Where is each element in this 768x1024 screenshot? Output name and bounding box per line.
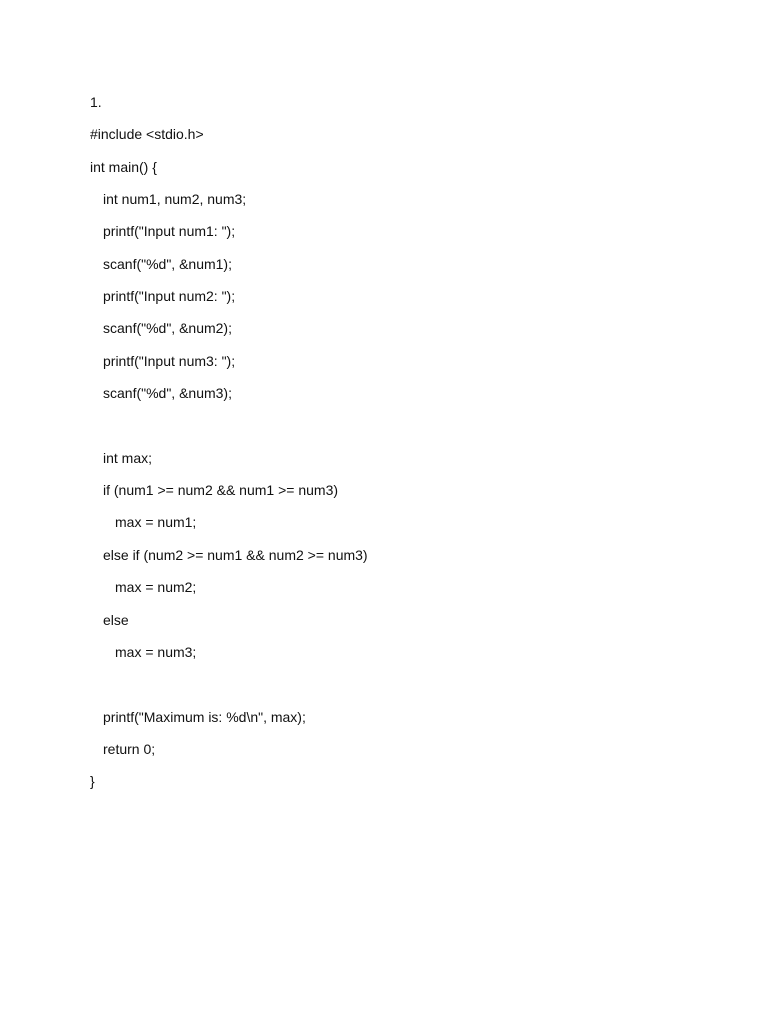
blank-line [90,675,710,707]
code-line: scanf("%d", &num2); [103,320,232,337]
code-line: #include <stdio.h> [90,126,204,143]
code-line: scanf("%d", &num3); [103,385,232,402]
blank-line [90,416,710,448]
code-line: else [103,611,129,628]
code-line: max = num3; [115,643,197,660]
code-line: printf("Maximum is: %d\n", max); [103,708,306,725]
code-line: int max; [103,449,153,466]
code-line: int main() { [90,158,157,175]
code-line: else if (num2 >= num1 && num2 >= num3) [103,546,368,563]
code-line: if (num1 >= num2 && num1 >= num3) [103,482,339,499]
list-marker: 1. [90,94,102,110]
document-body [90,93,710,805]
code-line: return 0; [103,740,156,757]
code-line: printf("Input num3: "); [103,352,236,369]
code-line: max = num1; [115,514,197,531]
code-line: int num1, num2, num3; [103,191,247,208]
code-block [90,125,710,804]
code-line: } [90,773,95,790]
code-line: max = num2; [115,579,197,596]
code-line: printf("Input num1: "); [103,223,236,240]
code-line: printf("Input num2: "); [103,288,236,305]
code-line: scanf("%d", &num1); [103,255,232,272]
